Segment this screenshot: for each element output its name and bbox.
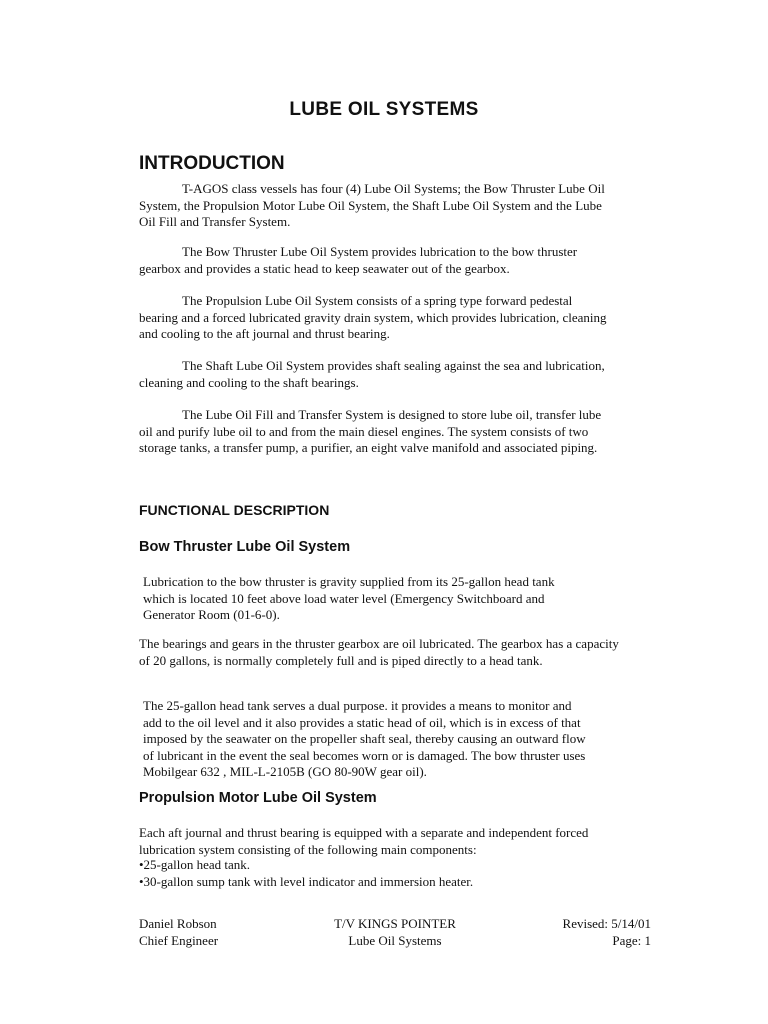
intro-paragraph-1 [139,181,609,231]
footer-author-title: Chief Engineer [139,933,219,948]
intro-paragraph-5 [139,407,609,457]
footer-revised-date: Revised: 5/14/01 [562,916,651,931]
introduction-heading: INTRODUCTION [139,153,285,174]
intro-paragraph-4 [139,358,609,391]
functional-description-heading: FUNCTIONAL DESCRIPTION [139,502,330,518]
intro-paragraph-5-text: The Lube Oil Fill and Transfer System is designed to store lube oil, transfer lube oil and purify lube oil to and from the main diesel engines. The system consists of two storage tanks, a transfer pump, a purifier, an eight valve manifold and associated piping. [139,407,602,455]
propulsion-motor-intro: Each aft journal and thrust bearing is equipped with a separate and independent forced lubrication system consisting of the following main components: [139,825,589,857]
document-title: LUBE OIL SYSTEMS [289,99,479,120]
propulsion-motor-heading: Propulsion Motor Lube Oil System [139,790,377,806]
intro-paragraph-2-text: The Bow Thruster Lube Oil System provides lubrication to the bow thruster gearbox and provides a static head to keep seawater out of the gearbox. [139,244,578,276]
intro-paragraph-1-text: T-AGOS class vessels has four (4) Lube Oil Systems; the Bow Thruster Lube Oil System, the Propulsion Motor Lube Oil System, the Shaft Lube Oil System and the Lube Oil Fill and Transfer System. [139,181,605,229]
bow-thruster-paragraph-1: Lubrication to the bow thruster is gravity supplied from its 25-gallon head tank which is located 10 feet above load water level (Emergency Switchboard and Generator Room (01-6-0). [143,574,555,622]
intro-paragraph-3 [139,293,609,343]
intro-paragraph-4-text: The Shaft Lube Oil System provides shaft sealing against the sea and lubrication, cleaning and cooling to the shaft bearings. [139,358,605,390]
propulsion-motor-item-2: •30-gallon sump tank with level indicator and immersion heater. [139,874,474,889]
intro-paragraph-2 [139,244,609,277]
footer-vessel-name: T/V KINGS POINTER [334,916,456,931]
footer-page-number: Page: 1 [612,933,651,948]
bow-thruster-paragraph-2: The bearings and gears in the thruster gearbox are oil lubricated. The gearbox has a capacity of 20 gallons, is normally completely full and is piped directly to a head tank. [139,636,619,668]
bow-thruster-paragraph-3: The 25-gallon head tank serves a dual purpose. it provides a means to monitor and add to the oil level and it also provides a static head of oil, which is in excess of that imposed by the seawater on the propeller shaft seal, thereby causing an outward flow of lubricant in the event the seal becomes worn or is damaged. The bow thruster uses Mobilgear 632 , MIL-L-2105B (GO 80-90W gear oil). [143,698,586,779]
intro-paragraph-3-text: The Propulsion Lube Oil System consists of a spring type forward pedestal bearing and a forced lubricated gravity drain system, which provides lubrication, cleaning and cooling to the aft journal and thrust bearing. [139,293,607,341]
footer-author-name: Daniel Robson [139,916,217,931]
propulsion-motor-item-1: •25-gallon head tank. [139,857,251,872]
bow-thruster-heading: Bow Thruster Lube Oil System [139,539,351,555]
footer-document-name: Lube Oil Systems [348,933,442,948]
footer-revision [563,915,651,949]
